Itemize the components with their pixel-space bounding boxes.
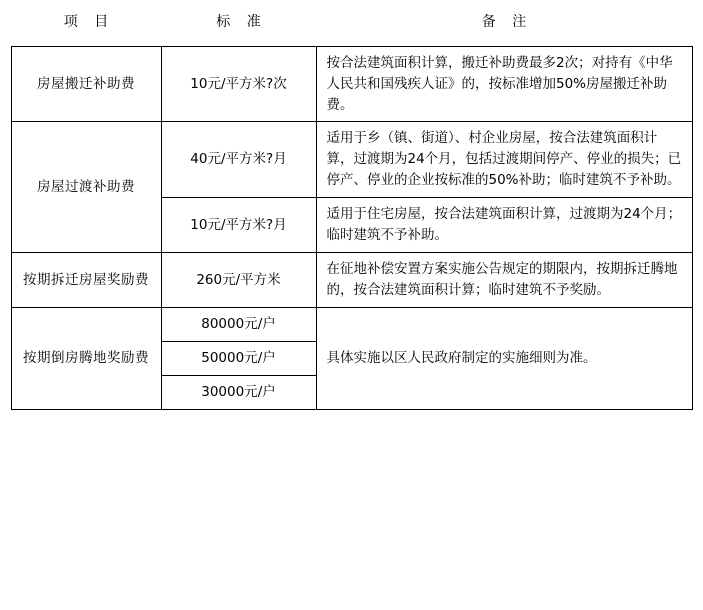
standard-value: 40元/平方米?月	[161, 122, 316, 198]
table-row	[11, 46, 692, 122]
column-header-standard: 标 准	[161, 0, 316, 46]
standard-value: 30000元/户	[161, 375, 316, 409]
standard-value: 80000元/户	[161, 307, 316, 341]
table-header-row	[11, 0, 692, 46]
standard-value: 50000元/户	[161, 341, 316, 375]
note-text: 按合法建筑面积计算，搬迁补助费最多2次；对持有《中华人民共和国残疾人证》的，按标准增加50%房屋搬迁补助费。	[316, 46, 692, 122]
item-name: 房屋搬迁补助费	[11, 46, 161, 122]
column-header-note: 备 注	[316, 0, 692, 46]
standard-value: 10元/平方米?月	[161, 198, 316, 253]
item-name: 房屋过渡补助费	[11, 122, 161, 253]
table-row	[11, 253, 692, 308]
item-name: 按期倒房腾地奖励费	[11, 307, 161, 409]
column-header-item: 项 目	[11, 0, 161, 46]
note-text: 适用于住宅房屋，按合法建筑面积计算，过渡期为24个月；临时建筑不予补助。	[316, 198, 692, 253]
note-text: 适用于乡（镇、街道）、村企业房屋，按合法建筑面积计算，过渡期为24个月，包括过渡期间停产、停业的损失；已停产、停业的企业按标准的50%补助；临时建筑不予补助。	[316, 122, 692, 198]
standard-value: 260元/平方米	[161, 253, 316, 308]
item-name: 按期拆迁房屋奖励费	[11, 253, 161, 308]
compensation-table	[11, 0, 693, 410]
note-text: 在征地补偿安置方案实施公告规定的期限内，按期拆迁腾地的，按合法建筑面积计算；临时建筑不予奖励。	[316, 253, 692, 308]
standard-value: 10元/平方米?次	[161, 46, 316, 122]
note-text: 具体实施以区人民政府制定的实施细则为准。	[316, 307, 692, 409]
table-row	[11, 307, 692, 341]
table-row	[11, 122, 692, 198]
